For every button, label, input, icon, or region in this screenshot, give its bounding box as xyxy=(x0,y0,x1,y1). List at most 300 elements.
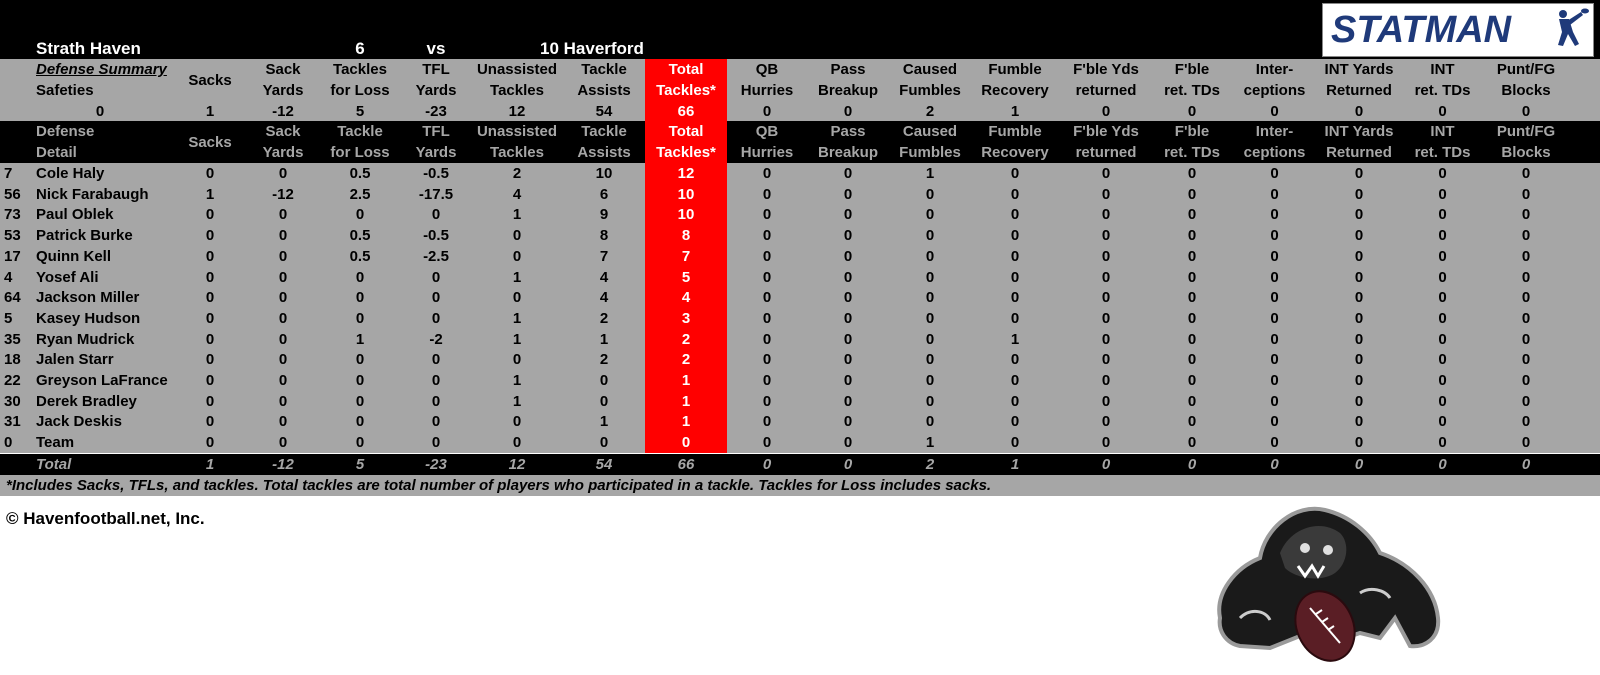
total-value: 0 xyxy=(843,456,853,473)
stat-cell: 0 xyxy=(205,392,215,410)
header-line-1: Fumble xyxy=(988,61,1042,78)
stat-cell: 0 xyxy=(1187,247,1197,265)
player-row xyxy=(0,308,1600,329)
summary-col-header xyxy=(472,59,562,101)
statman-logo xyxy=(1322,3,1594,57)
stat-cell: 0 xyxy=(278,289,288,307)
header-line-1: Fumble xyxy=(988,123,1042,140)
stat-cell: 0 xyxy=(1010,392,1020,410)
stat-cell: 0 xyxy=(1354,392,1364,410)
stat-cell: 0 xyxy=(431,289,441,307)
header-line-1: INT xyxy=(1430,61,1455,78)
jersey-number: 30 xyxy=(4,392,21,410)
stat-cell: 0 xyxy=(843,206,853,224)
detail-title xyxy=(36,121,136,163)
detail-col-header xyxy=(1318,121,1400,163)
stat-cell: 0 xyxy=(925,268,935,286)
stat-cell: 0 xyxy=(431,372,441,389)
stat-cell: 1 xyxy=(925,165,935,182)
header-line-2: ret. TDs xyxy=(1164,144,1220,161)
stat-cell: 0 xyxy=(431,351,441,369)
stat-cell: 0 xyxy=(1438,434,1447,452)
stat-cell: -0.5 xyxy=(423,165,449,182)
stat-cell: 0 xyxy=(355,206,365,224)
stat-cell: 0 xyxy=(205,165,215,182)
stat-cell: 0 xyxy=(843,247,853,265)
stat-cell: 0 xyxy=(762,185,772,203)
detail-col-header xyxy=(808,121,888,163)
vs-label: vs xyxy=(426,38,446,58)
summary-col-header xyxy=(1485,59,1567,101)
detail-col-header xyxy=(1060,121,1152,163)
player-name: Patrick Burke xyxy=(36,227,133,245)
header-line-1: Defense xyxy=(36,123,95,140)
stat-cell: 0 xyxy=(762,351,772,369)
stat-cell: 0 xyxy=(762,413,772,431)
summary-value: 66 xyxy=(645,101,727,121)
summary-value: -23 xyxy=(425,102,447,120)
stat-cell: 0 xyxy=(278,351,288,369)
stat-cell: 0 xyxy=(1354,227,1364,245)
detail-col-header xyxy=(472,121,562,163)
header-line-1: Pass xyxy=(830,61,866,78)
stat-cell: 0 xyxy=(355,392,365,410)
panther-mascot-icon xyxy=(1210,498,1450,668)
stat-cell: 8 xyxy=(599,227,609,245)
total-value: 0 xyxy=(1187,456,1197,473)
stat-cell: 0 xyxy=(1187,309,1197,327)
stat-cell: 8 xyxy=(645,225,727,246)
header-line-2: Recovery xyxy=(981,144,1049,161)
stat-cell: 0 xyxy=(1270,247,1279,265)
stat-cell: 0 xyxy=(843,372,853,389)
stat-cell: -12 xyxy=(272,185,294,203)
stat-cell: 1 xyxy=(645,370,727,391)
stat-cell: 0 xyxy=(205,434,215,452)
total-value: 54 xyxy=(595,456,613,473)
stat-cell: 0 xyxy=(1101,413,1111,431)
summary-col-header xyxy=(170,59,250,101)
stat-cell: 0 xyxy=(1010,268,1020,286)
summary-col-header xyxy=(645,59,727,101)
stat-cell: 0 xyxy=(278,227,288,245)
stat-cell: 0 xyxy=(1101,289,1111,307)
stat-cell: 5 xyxy=(645,267,727,288)
header-line-1: Tackle xyxy=(581,123,627,140)
stat-cell: 0 xyxy=(1187,351,1197,369)
stat-cell: 4 xyxy=(645,287,727,308)
summary-header xyxy=(0,59,1600,101)
home-score: 6 xyxy=(355,38,365,58)
player-row xyxy=(0,411,1600,432)
stat-cell: 0 xyxy=(355,289,365,307)
player-row xyxy=(0,391,1600,412)
stat-cell: 0 xyxy=(599,372,609,389)
stat-cell: 0 xyxy=(512,247,522,265)
stat-cell: 0 xyxy=(762,206,772,224)
summary-value: 0 xyxy=(1521,102,1531,120)
stat-cell: 0 xyxy=(843,330,853,348)
home-team-name: Strath Haven xyxy=(36,38,141,58)
stat-cell: 0 xyxy=(355,268,365,286)
stat-cell: 0 xyxy=(1354,434,1364,452)
stat-cell: 1 xyxy=(599,330,609,348)
summary-value: 0 xyxy=(843,102,853,120)
total-value: 5 xyxy=(355,456,365,473)
stat-cell: 0 xyxy=(1354,289,1364,307)
stat-cell: 0 xyxy=(1187,289,1197,307)
stat-cell: 0 xyxy=(1101,206,1111,224)
player-row xyxy=(0,246,1600,267)
header-line-1: Tackle xyxy=(337,123,383,140)
player-name: Paul Oblek xyxy=(36,206,114,224)
total-value: 0 xyxy=(1270,456,1279,473)
jersey-number: 0 xyxy=(4,434,13,452)
total-value: 0 xyxy=(1354,456,1364,473)
stat-cell: 0 xyxy=(1521,413,1531,431)
header-line-2: returned xyxy=(1075,82,1137,99)
stat-cell: 0 xyxy=(1010,185,1020,203)
stat-cell: 0 xyxy=(1438,351,1447,369)
player-name: Yosef Ali xyxy=(36,268,99,286)
player-name: Kasey Hudson xyxy=(36,309,141,327)
stat-cell: 0 xyxy=(278,247,288,265)
stat-cell: 0 xyxy=(1270,185,1279,203)
total-value: 0 xyxy=(1521,456,1531,473)
stat-cell: 0 xyxy=(1187,268,1197,286)
detail-col-header xyxy=(320,121,400,163)
footnote-text: *Includes Sacks, TFLs, and tackles. Total tackles are total number of players who participated in a tackle. Tackles for Loss includes sacks. xyxy=(6,477,992,494)
summary-col-header xyxy=(727,59,807,101)
stat-cell: 0 xyxy=(843,392,853,410)
summary-value: 5 xyxy=(355,102,365,120)
stat-cell: 0 xyxy=(1438,289,1447,307)
stat-cell: 0 xyxy=(843,268,853,286)
total-value: 0 xyxy=(1438,456,1447,473)
safeties-label: Safeties xyxy=(36,82,94,99)
player-name: Cole Haly xyxy=(36,165,105,182)
stat-cell: 0 xyxy=(1521,185,1531,203)
stat-cell: 3 xyxy=(645,308,727,329)
header-line-2: Assists xyxy=(577,82,631,99)
player-row xyxy=(0,163,1600,184)
stat-cell: 0 xyxy=(278,372,288,389)
stat-cell: 0 xyxy=(1270,165,1279,182)
stat-cell: 0 xyxy=(205,309,215,327)
summary-value: 0 xyxy=(1270,102,1279,120)
stat-cell: 0 xyxy=(205,330,215,348)
detail-col-header xyxy=(645,121,727,163)
header-line-1: Punt/FG xyxy=(1496,61,1556,78)
header-line-1: TFL xyxy=(422,123,450,140)
jersey-number: 31 xyxy=(4,413,21,431)
stat-cell: 0 xyxy=(925,372,935,389)
stat-cell: 0 xyxy=(843,165,853,182)
stat-cell: 0 xyxy=(762,392,772,410)
stat-cell: 0 xyxy=(1521,434,1531,452)
summary-col-header xyxy=(400,59,472,101)
stat-cell: 12 xyxy=(645,163,727,184)
header-line-1: F'ble xyxy=(1174,123,1210,140)
stat-cell: 0 xyxy=(762,227,772,245)
total-value: -23 xyxy=(425,456,447,473)
stat-cell: 0 xyxy=(762,309,772,327)
stat-cell: 0 xyxy=(1270,392,1279,410)
stat-cell: 0 xyxy=(843,309,853,327)
stat-cell: 2 xyxy=(645,329,727,350)
copyright-text: © Havenfootball.net, Inc. xyxy=(6,509,205,528)
stat-cell: 0 xyxy=(205,268,215,286)
summary-col-header xyxy=(1400,59,1485,101)
stat-cell: 7 xyxy=(599,247,609,265)
detail-col-header xyxy=(970,121,1060,163)
player-name: Jalen Starr xyxy=(36,351,114,369)
stat-cell: 0.5 xyxy=(349,165,371,182)
stat-cell: 0 xyxy=(355,413,365,431)
stat-cell: 0 xyxy=(278,413,288,431)
stat-cell: 0 xyxy=(1270,434,1279,452)
summary-value: 0 xyxy=(1101,102,1111,120)
header-line-2: Recovery xyxy=(981,82,1049,99)
stat-cell: 0 xyxy=(278,165,288,182)
player-row xyxy=(0,225,1600,246)
stat-cell: 1 xyxy=(1010,330,1020,348)
stat-cell: 0 xyxy=(925,206,935,224)
stat-cell: 0 xyxy=(762,247,772,265)
header-line-1: INT Yards xyxy=(1324,123,1394,140)
stat-cell: 0 xyxy=(1101,165,1111,182)
stat-cell: 0 xyxy=(1354,351,1364,369)
header-line-1: Unassisted xyxy=(476,61,558,78)
stat-cell: 0 xyxy=(278,309,288,327)
stat-cell: 0 xyxy=(1270,227,1279,245)
stat-cell: 0 xyxy=(1101,268,1111,286)
stat-cell: 0 xyxy=(1438,372,1447,389)
player-name: Derek Bradley xyxy=(36,392,137,410)
detail-col-header xyxy=(1232,121,1317,163)
stat-cell: 0 xyxy=(1187,206,1197,224)
stat-cell: 0 xyxy=(1521,227,1531,245)
stat-cell: 0 xyxy=(205,247,215,265)
summary-value: 0 xyxy=(1187,102,1197,120)
stat-cell: 0 xyxy=(355,309,365,327)
stat-cell: -2 xyxy=(429,330,443,348)
player-row xyxy=(0,267,1600,288)
summary-value: 12 xyxy=(508,102,526,120)
stat-cell: 0 xyxy=(1438,227,1447,245)
stat-cell: 0 xyxy=(1187,434,1197,452)
header-line-2: Yards xyxy=(415,82,457,99)
header-line-2: Breakup xyxy=(817,82,879,99)
header-line-2: Breakup xyxy=(817,144,879,161)
header-line-2: Fumbles xyxy=(899,82,961,99)
total-value: -12 xyxy=(272,456,294,473)
jersey-number: 35 xyxy=(4,330,21,348)
jersey-number: 17 xyxy=(4,247,21,265)
stat-cell: 0 xyxy=(1010,351,1020,369)
stat-cell: 0 xyxy=(512,351,522,369)
summary-col-header xyxy=(890,59,970,101)
summary-col-header xyxy=(1232,59,1317,101)
summary-value: 2 xyxy=(925,102,935,120)
summary-col-header xyxy=(808,59,888,101)
stat-cell: 2 xyxy=(645,349,727,370)
stat-cell: 0 xyxy=(1101,392,1111,410)
jersey-number: 53 xyxy=(4,227,21,245)
stat-cell: 0 xyxy=(1438,247,1447,265)
stat-cell: 0 xyxy=(1101,434,1111,452)
stat-cell: 0 xyxy=(278,206,288,224)
stat-cell: 0 xyxy=(843,227,853,245)
total-label: Total xyxy=(36,456,72,473)
stat-cell: 1 xyxy=(512,309,522,327)
stat-cell: 0 xyxy=(1354,206,1364,224)
stat-cell: 0 xyxy=(512,289,522,307)
stat-cell: 0 xyxy=(205,206,215,224)
summary-col-header xyxy=(248,59,318,101)
header-line-2: for Loss xyxy=(330,144,390,161)
header-line-1: F'ble Yds xyxy=(1073,123,1139,140)
stat-cell: 0 xyxy=(1521,289,1531,307)
header-line-2: Tackles* xyxy=(656,82,716,99)
header-line-2: Returned xyxy=(1326,82,1392,99)
stat-cell: 2 xyxy=(599,351,609,369)
stat-cell: 0 xyxy=(843,289,853,307)
stat-cell: 2 xyxy=(599,309,609,327)
stat-cell: 0 xyxy=(512,227,522,245)
stat-cell: 0 xyxy=(355,372,365,389)
player-name: Ryan Mudrick xyxy=(36,330,135,348)
header-line-1: Pass xyxy=(830,123,866,140)
stat-cell: 1 xyxy=(512,392,522,410)
stat-cell: 0 xyxy=(925,330,935,348)
stat-cell: 0 xyxy=(431,206,441,224)
header-line-2: Returned xyxy=(1326,144,1392,161)
total-value: 66 xyxy=(677,456,695,473)
header-line-2: ret. TDs xyxy=(1414,144,1471,161)
jersey-number: 73 xyxy=(4,206,21,224)
stat-cell: 6 xyxy=(599,185,609,203)
stat-cell: 0 xyxy=(431,413,441,431)
stat-cell: 0 xyxy=(645,432,727,453)
total-value: 12 xyxy=(508,456,526,473)
stat-cell: 0 xyxy=(843,351,853,369)
detail-col-header xyxy=(890,121,970,163)
stat-cell: 0 xyxy=(431,309,441,327)
player-row xyxy=(0,329,1600,350)
stat-cell: 1 xyxy=(512,268,522,286)
total-value: 0 xyxy=(762,456,772,473)
stat-cell: 0 xyxy=(431,434,441,452)
stat-cell: 2 xyxy=(512,165,522,182)
player-name: Team xyxy=(36,434,75,452)
stat-cell: 1 xyxy=(205,185,215,203)
stat-cell: 0 xyxy=(278,330,288,348)
stat-cell: 0 xyxy=(1354,413,1364,431)
jersey-number: 56 xyxy=(4,185,21,203)
stat-cell: 0 xyxy=(762,165,772,182)
stat-cell: 0 xyxy=(1101,330,1111,348)
stat-cell: 0 xyxy=(1521,309,1531,327)
svg-text:STATMAN: STATMAN xyxy=(1331,9,1512,51)
stat-cell: 0 xyxy=(1270,372,1279,389)
stat-cell: 0 xyxy=(1438,392,1447,410)
stat-cell: 0 xyxy=(1010,434,1020,452)
player-row xyxy=(0,432,1600,453)
stat-cell: 0 xyxy=(1354,185,1364,203)
stat-cell: 10 xyxy=(645,204,727,225)
stat-cell: 0 xyxy=(1521,165,1531,182)
stat-cell: 0 xyxy=(1010,227,1020,245)
stat-cell: 0 xyxy=(278,434,288,452)
header-line-2: Hurries xyxy=(740,82,794,99)
header-line-2: ceptions xyxy=(1243,144,1306,161)
header-line-2: Yards xyxy=(415,144,457,161)
header-line-2: Assists xyxy=(577,144,631,161)
header-line-1: Total xyxy=(668,61,704,78)
summary-col-header xyxy=(1152,59,1232,101)
header-line-2: Hurries xyxy=(740,144,794,161)
jersey-number: 5 xyxy=(4,309,13,327)
stat-cell: 0 xyxy=(1354,330,1364,348)
stat-cell: 1 xyxy=(599,413,609,431)
summary-value: 54 xyxy=(595,102,613,120)
stat-cell: 0 xyxy=(925,185,935,203)
stat-cell: 1 xyxy=(645,411,727,432)
stat-cell: 0 xyxy=(278,268,288,286)
detail-col-header xyxy=(563,121,645,163)
header-line-2: ret. TDs xyxy=(1164,82,1220,99)
stat-cell: 0 xyxy=(599,434,609,452)
header-line-2: Sacks xyxy=(188,133,232,151)
summary-value: 1 xyxy=(205,102,215,120)
jersey-number: 7 xyxy=(4,165,13,182)
footnote-row xyxy=(0,475,1600,496)
stat-cell: 0 xyxy=(1354,309,1364,327)
stat-cell: 0 xyxy=(1187,392,1197,410)
stat-cell: 0 xyxy=(1521,330,1531,348)
stat-cell: 0 xyxy=(1354,165,1364,182)
header-line-1: F'ble xyxy=(1174,61,1210,78)
stat-cell: 0 xyxy=(205,372,215,389)
stat-cell: 1 xyxy=(925,434,935,452)
stat-cell: 0 xyxy=(1438,268,1447,286)
summary-value: 1 xyxy=(1010,102,1020,120)
header-line-2: returned xyxy=(1075,144,1137,161)
total-value: 0 xyxy=(1101,456,1111,473)
player-row xyxy=(0,370,1600,391)
stat-cell: 0 xyxy=(925,413,935,431)
stat-cell: 0 xyxy=(512,434,522,452)
stat-cell: 10 xyxy=(595,165,613,182)
header-line-1: Total xyxy=(668,123,704,140)
header-line-1: Sack xyxy=(265,61,301,78)
player-name: Jack Deskis xyxy=(36,413,122,431)
stat-cell: 0 xyxy=(1438,206,1447,224)
jersey-number: 64 xyxy=(4,289,21,307)
summary-value: 0 xyxy=(1354,102,1364,120)
stat-cell: 0 xyxy=(355,434,365,452)
stat-cell: 9 xyxy=(599,206,609,224)
stat-cell: 0 xyxy=(925,392,935,410)
detail-col-header xyxy=(400,121,472,163)
summary-title xyxy=(36,59,176,101)
summary-value: -12 xyxy=(272,102,294,120)
stat-cell: 0 xyxy=(1270,289,1279,307)
header-line-1: Caused xyxy=(902,123,958,140)
stat-cell: 0 xyxy=(1354,372,1364,389)
detail-col-header xyxy=(248,121,318,163)
